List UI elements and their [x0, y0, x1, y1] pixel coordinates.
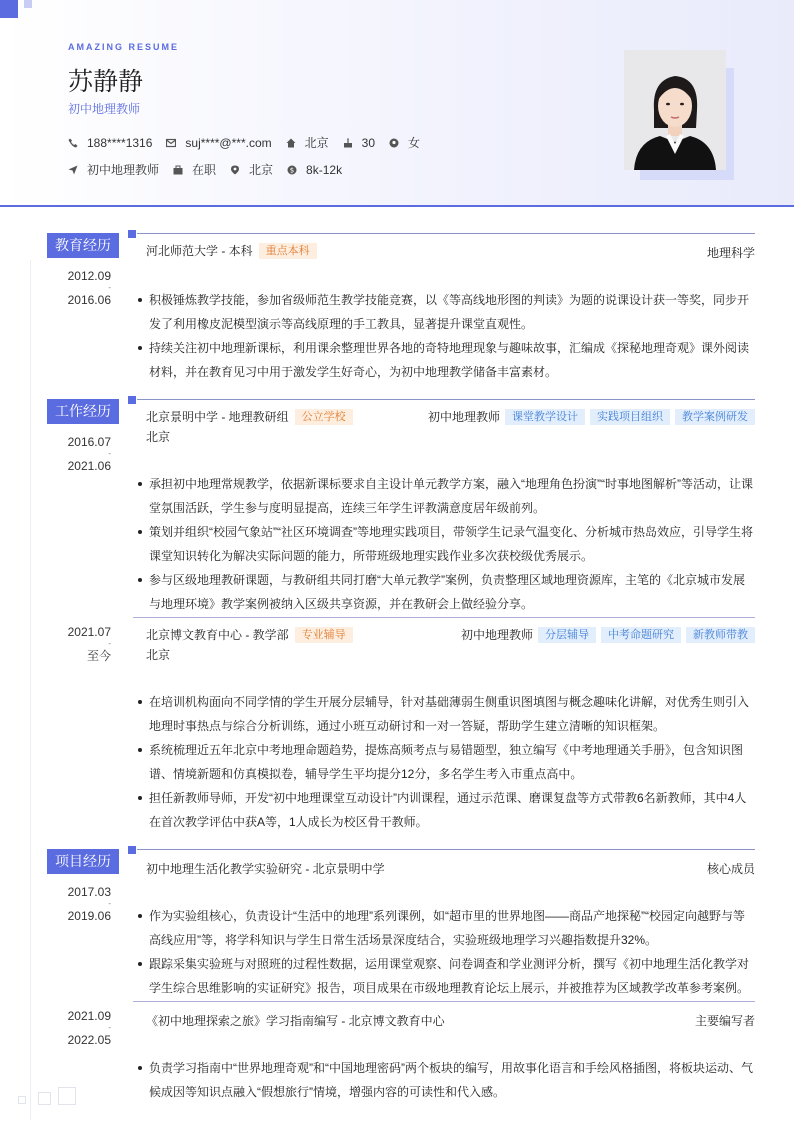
entry-divider — [133, 617, 755, 618]
entry-title: 初中地理生活化教学实验研究 - 北京景明中学 — [146, 862, 385, 876]
entry-date: 2012.09 - 2016.06 — [67, 269, 111, 307]
entry-city: 北京 — [146, 648, 171, 662]
entry-divider — [133, 1001, 755, 1002]
candidate-name: 苏静静 — [68, 67, 144, 96]
list-item: 负责学习指南中“世界地理奇观”和“中国地理密码”两个板块的编写，用故事化语言和手绘风格插图，将板块运动、气候成因等知识点融入“假想旅行”情境，增强内容的可读性和代入感。 — [138, 1056, 756, 1104]
entry-title: 北京博文教育中心 - 教学部 专业辅导 — [146, 626, 353, 643]
mail-icon — [166, 138, 176, 148]
tag-badge: 重点本科 — [259, 243, 317, 259]
gender-icon — [389, 138, 399, 148]
city-item — [230, 161, 273, 178]
salary-item — [287, 163, 342, 177]
tag-badge: 专业辅导 — [295, 627, 353, 643]
location-item — [286, 134, 329, 151]
money-icon — [287, 165, 297, 175]
section-marker — [128, 396, 136, 404]
location-pin-icon — [230, 165, 240, 175]
email-value: suj****@***.com — [185, 135, 272, 150]
gender-item — [389, 134, 420, 151]
decor-square — [18, 1096, 26, 1104]
intent-item — [68, 161, 159, 178]
entry-title: 河北师范大学 - 本科 重点本科 — [146, 242, 317, 259]
briefcase-icon — [173, 165, 183, 175]
list-item: 跟踪采集实验班与对照班的过程性数据，运用课堂观察、问卷调查和学业测评分析，撰写《初中地理生活化教学对学生综合思维影响的实证研究》报告，项目成果在市级地理教育论坛上展示，并被推荐为区域教学改革参考案例。 — [138, 952, 756, 1000]
send-icon — [68, 165, 78, 175]
list-item: 在培训机构面向不同学情的学生开展分层辅导，针对基础薄弱生侧重识图填图与概念趣味化讲解，对优秀生则引入地理时事热点与综合分析训练，通过小班互动研讨和一对一答疑，帮助学生建立清晰的知识框架。 — [138, 690, 756, 738]
email-item — [166, 136, 271, 150]
age-value: 30 — [361, 135, 375, 150]
intent-value: 初中地理教师 — [87, 163, 160, 177]
status-item — [173, 161, 216, 178]
location-value: 北京 — [304, 136, 329, 150]
decor-square — [0, 0, 18, 18]
salary-value: 8k-12k — [306, 162, 343, 177]
entry-date: 2021.09 - 2022.05 — [67, 1009, 111, 1047]
intent-row — [68, 161, 356, 178]
entry-role: 主要编写者 — [694, 1014, 755, 1028]
entry-date: 2017.03 - 2019.06 — [67, 885, 111, 923]
phone-icon — [68, 138, 78, 148]
skill-tag: 课堂教学设计 — [505, 409, 585, 425]
phone-item — [68, 136, 152, 150]
entry-role: 初中地理教师 课堂教学设计 实践项目组织 教学案例研发 — [428, 408, 755, 425]
decor-square-small — [24, 0, 32, 8]
skill-tag: 中考命题研究 — [601, 627, 681, 643]
section-marker — [128, 846, 136, 854]
age-item — [343, 136, 375, 150]
skill-tag: 分层辅导 — [538, 627, 596, 643]
section-tag-education: 教育经历 — [47, 233, 119, 258]
home-icon — [286, 138, 296, 148]
section-marker — [128, 230, 136, 238]
gender-value: 女 — [408, 136, 421, 150]
list-item: 持续关注初中地理新课标，利用课余整理世界各地的奇特地理现象与趣味故事，汇编成《探秘地理奇观》课外阅读材料，并在教育见习中用于激发学生好奇心，为初中地理教学储备丰富素材。 — [138, 336, 756, 384]
candidate-title: 初中地理教师 — [68, 102, 141, 116]
list-item: 作为实验组核心，负责设计“生活中的地理”系列课例，如“超市里的世界地图——商品产地探秘”“校园定向越野与等高线应用”等，将学科知识与学生日常生活场景深度结合，实验班级地理学习兴趣指数提升32%。 — [138, 904, 756, 952]
skill-tag: 教学案例研发 — [675, 409, 755, 425]
entry-city: 北京 — [146, 430, 171, 444]
list-item: 承担初中地理常规教学，依据新课标要求自主设计单元教学方案，融入“地理角色扮演”“时事地图解析”等活动，让课堂氛围活跃，学生参与度明显提高，连续三年学生评教满意度居年级前列。 — [138, 472, 756, 520]
section-rule — [137, 233, 755, 234]
entry-major: 地理科学 — [706, 246, 755, 260]
section-rule — [137, 399, 755, 400]
entry-date: 2021.07 - 至今 — [67, 625, 111, 663]
entry-title: 《初中地理探索之旅》学习指南编写 - 北京博文教育中心 — [146, 1014, 445, 1028]
decor-square — [38, 1092, 51, 1105]
skill-tag: 实践项目组织 — [590, 409, 670, 425]
tag-badge: 公立学校 — [295, 409, 353, 425]
timeline-guide — [30, 260, 31, 1120]
section-tag-work: 工作经历 — [47, 399, 119, 424]
city-value: 北京 — [249, 163, 274, 177]
list-item: 策划并组织“校园气象站”“社区环境调查”等地理实践项目，带领学生记录气温变化、分析城市热岛效应，引导学生将课堂知识转化为解决实际问题的能力，所带班级地理实践作业多次获校级优秀展示。 — [138, 520, 756, 568]
entry-date: 2016.07 - 2021.06 — [67, 435, 111, 473]
list-item: 系统梳理近五年北京中考地理命题趋势，提炼高频考点与易错题型，独立编写《中考地理通关手册》，包含知识图谱、情境新题和仿真模拟卷，辅导学生平均提分12分，多名学生考入市重点高中。 — [138, 738, 756, 786]
list-item: 积极锤炼教学技能，参加省级师范生教学技能竞赛，以《等高线地形图的判读》为题的说课设计获一等奖，同步开发了利用橡皮泥模型演示等高线原理的手工教具，显著提升课堂直观性。 — [138, 288, 756, 336]
svg-text:$: $ — [289, 166, 295, 175]
entry-role: 核心成员 — [706, 862, 755, 876]
section-rule — [137, 849, 755, 850]
profile-photo — [624, 50, 726, 170]
status-value: 在职 — [192, 163, 217, 177]
entry-title: 北京景明中学 - 地理教研组 公立学校 — [146, 408, 353, 425]
entry-role: 初中地理教师 分层辅导 中考命题研究 新教师带教 — [461, 626, 755, 643]
list-item: 担任新教师导师，开发“初中地理课堂互动设计”内训课程，通过示范课、磨课复盘等方式带教6名新教师，其中4人在首次教学评估中获A等，1人成长为校区骨干教师。 — [138, 786, 756, 834]
section-tag-projects: 项目经历 — [47, 849, 119, 874]
phone-value: 188****1316 — [87, 135, 153, 150]
cake-icon — [343, 138, 353, 148]
skill-tag: 新教师带教 — [686, 627, 755, 643]
resume-tagline: AMAZING RESUME — [68, 42, 179, 52]
header-divider — [0, 205, 794, 207]
decor-square — [58, 1087, 76, 1105]
contact-row — [68, 134, 434, 151]
list-item: 参与区级地理教研课题，与教研组共同打磨“大单元教学”案例，负责整理区域地理资源库，主笔的《北京城市发展与地理环境》教学案例被纳入区级共享资源，并在教研会上做经验分享。 — [138, 568, 756, 616]
